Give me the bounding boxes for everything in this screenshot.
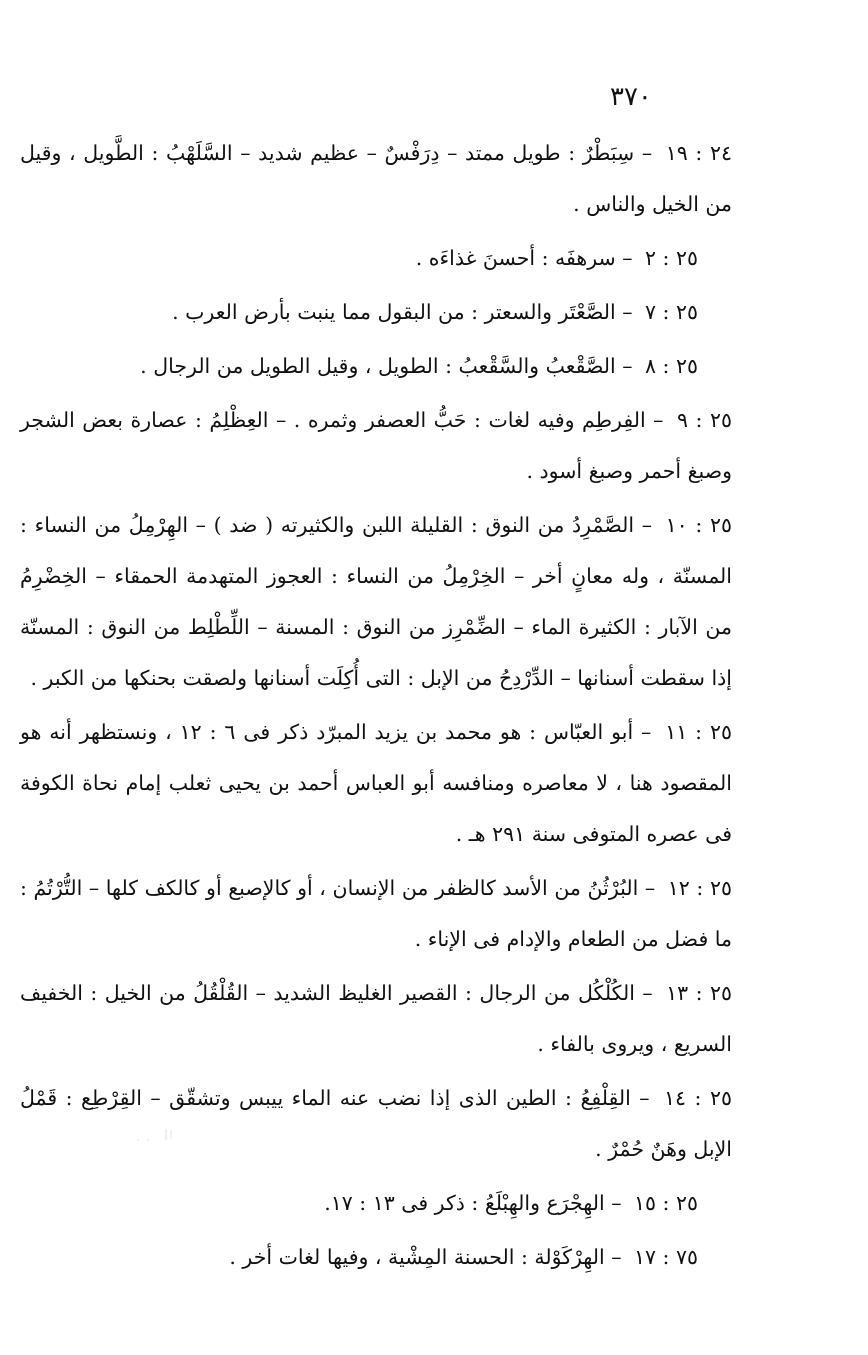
note-entry <box>20 1178 732 1229</box>
note-text: – الصَّمْرِدُ من النوق : القليلة اللبن والكثيرته ( ضد ) – الهِرْمِلُ من النساء : المسنّة ، وله معانٍ أخر – الخِرْمِلُ من النساء : العجوز المتهدمة الحمقاء – الخِضْرِمُ من الآبار : الكثيرة الماء – الضِّمْرِز من النوق : المسنة – اللِّطْلِط من النوق : المسنّة إذا سقطت أسنانها – الدِّرْدِحُ من الإبل : التى أُكِلَت أسنانها ولصقت بحنكها من الكبر . <box>20 513 732 690</box>
note-entry <box>20 233 732 284</box>
note-reference: ٧٥ : ١٧ <box>633 1245 698 1269</box>
note-reference: ٢٥ : ٨ <box>645 354 698 378</box>
page-number: ٣٧٠ <box>610 82 652 112</box>
scan-speck <box>118 1128 178 1142</box>
note-text: – سرهفَه : أحسنَ غذاءَه . <box>415 246 633 270</box>
note-entry <box>20 128 732 230</box>
note-text: – الصَّعْتَر والسعتر : من البقول مما ينبت بأرض العرب . <box>172 300 633 324</box>
note-entry <box>20 707 732 860</box>
note-reference: ٢٥ : ٧ <box>645 300 698 324</box>
note-text: – أبو العبّاس : هو محمد بن يزيد المبرّد ذكر فى ٦ : ١٢ ، ونستظهر أنه هو المقصود هنا ، لا معاصره ومنافسه أبو العباس أحمد بن يحيى ثعلب إمام نحاة الكوفة فى عصره المتوفى سنة ٢٩١ هـ . <box>20 720 732 846</box>
note-reference: ٢٥ : ٢ <box>645 246 698 270</box>
note-reference: ٢٥ : ١٥ <box>633 1191 698 1215</box>
note-text: – الفِرطِم وفيه لغات : حَبُّ العصفر وثمره . – العِظْلِمُ : عصارة بعض الشجر وصبغ أحمر وصبغ أسود . <box>20 408 732 483</box>
note-entry <box>20 341 732 392</box>
note-reference: ٢٥ : ١٠ <box>665 513 732 537</box>
note-reference: ٢٥ : ١٣ <box>666 981 732 1005</box>
note-entry <box>20 287 732 338</box>
note-text: – الهِرْكَوْلة : الحسنة المِشْية ، وفيها لغات أخر . <box>229 1245 622 1269</box>
note-reference: ٢٤ : ١٩ <box>665 141 732 165</box>
note-reference: ٢٥ : ١٢ <box>667 876 732 900</box>
note-reference: ٢٥ : ١٤ <box>664 1086 732 1110</box>
note-entry <box>20 1073 732 1175</box>
note-entry <box>20 863 732 965</box>
note-entry <box>20 500 732 704</box>
note-reference: ٢٥ : ١١ <box>665 720 732 744</box>
note-text: – سِبَطْرٌ : طويل ممتد – دِرَفْسٌ – عظيم شديد – السَّلَهْبُ : الطَّويل ، وقيل من الخيل والناس . <box>20 141 732 216</box>
note-entry <box>20 395 732 497</box>
glossary-notes <box>20 128 732 1286</box>
note-text: – البُرْثُنُ من الأسد كالظفر من الإنسان ، أو كالإصبع أو كالكف كلها – التُّرْتُمُ : ما فضل من الطعام والإدام فى الإناء . <box>20 876 732 951</box>
note-text: – الكُلْكُل من الرجال : القصير الغليظ الشديد – القُلْقُلُ من الخيل : الخفيف السريع ، ويروى بالفاء . <box>20 981 732 1056</box>
note-text: – الصَّقْعبُ والسَّقْعبُ : الطويل ، وقيل الطويل من الرجال . <box>140 354 633 378</box>
note-reference: ٢٥ : ٩ <box>676 408 732 432</box>
note-text: – الهِجْرَع والهِبْلَعُ : ذكر فى ١٣ : ١٧. <box>324 1191 622 1215</box>
note-entry <box>20 968 732 1070</box>
note-entry <box>20 1232 732 1283</box>
note-text: – القِلْفِعُ : الطين الذى إذا نضب عنه الماء ييبس وتشقّق – القِرْطِع : قَمْلُ الإبل وهَنٌ حُمْرٌ . <box>20 1086 732 1161</box>
